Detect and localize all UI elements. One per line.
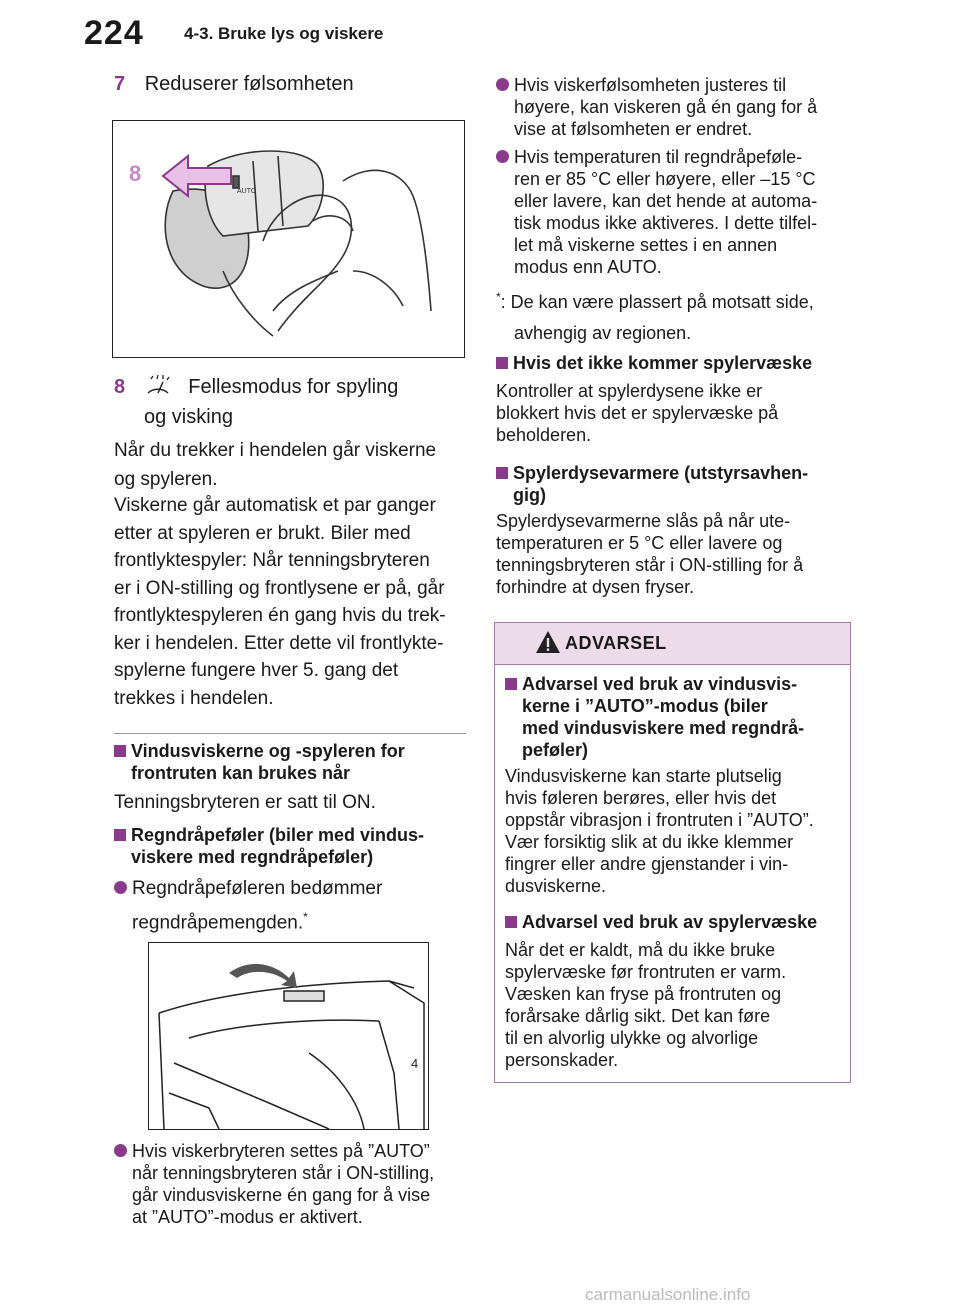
p2-line: frontlyktespyleren én gang hvis du trek-: [114, 605, 446, 626]
heading-no-washer-fluid: Hvis det ikke kommer spylervæske: [496, 352, 812, 374]
heading-marker: [505, 916, 517, 928]
figure-callout-8: 8: [129, 161, 142, 186]
p2-line: etter at spyleren er brukt. Biler med: [114, 522, 411, 544]
divider: [114, 733, 466, 734]
wash-wipe-icon: [145, 374, 171, 396]
warning-heading-auto: Advarsel ved bruk av vindusvis- kerne i ”AUTO”-modus (biler med vindusviskere med regndrå- peføler): [505, 673, 804, 761]
bullet-sensitivity: Hvis viskerfølsomheten justeres til høyere, kan viskeren gå én gang for å vise at følsomheten er endret.: [496, 74, 817, 140]
item-8: [114, 372, 398, 402]
car-windshield-illustration: [149, 943, 428, 1129]
footnote: *: De kan være plassert på motsatt side, avhengig av regionen.: [496, 290, 814, 343]
item-7: [114, 70, 354, 99]
bullet-dot: [114, 881, 127, 894]
item-8-number: 8: [114, 376, 126, 398]
paragraph-3: Tenningsbryteren er satt til ON.: [114, 792, 376, 813]
figure-auto-marking: AUTO: [237, 188, 257, 195]
p1-line: Når du trekker i hendelen går viskerne: [114, 440, 437, 461]
paragraph-1: [114, 436, 436, 494]
figure-mark: 4: [411, 1056, 419, 1071]
p2-line: spylerne fungere hver 5. gang det: [114, 660, 399, 681]
paragraph-2: [114, 492, 446, 712]
rain-sensor-figure: [148, 942, 429, 1130]
bullet-auto-switch: Hvis viskerbryteren settes på ”AUTO” når tenningsbryteren står i ON-stilling, går vindusviskerne én gang for å vise at ”AUTO”-modus er aktivert.: [114, 1140, 434, 1228]
wiper-lever-illustration: [113, 121, 464, 357]
bullet-dot: [496, 78, 509, 91]
p2-line: Viskerne går automatisk et par ganger: [114, 495, 436, 516]
item-8-text-line1: Fellesmodus for spyling: [188, 376, 399, 398]
p1-line: og spyleren.: [114, 469, 218, 490]
item-7-text: Reduserer følsomheten: [144, 73, 354, 95]
wiper-lever-figure: [112, 120, 465, 358]
heading-marker: [114, 745, 126, 757]
warning-paragraph-2: Når det er kaldt, må du ikke bruke spylervæske før frontruten er varm. Væsken kan fryse på frontruten og forårsake dårlig sikt. Det kan føre til en alvorlig ulykke og alvorlige personskader.: [505, 940, 787, 1070]
p2-line: trekkes i hendelen.: [114, 687, 274, 709]
p2-line: frontlyktespyler: Når tenningsbryteren: [114, 550, 430, 571]
heading-marker: [496, 357, 508, 369]
paragraph-5: Spylerdysevarmerne slås på når ute- temperaturen er 5 °C eller lavere og tenningsbryteren står i ON-stilling for å forhindre at dysen fryser.: [496, 511, 804, 597]
section-title: 4-3. Bruke lys og viskere: [184, 24, 384, 43]
heading-marker: [114, 829, 126, 841]
item-7-number: 7: [114, 73, 126, 95]
page-number: 224: [84, 14, 144, 52]
bullet-temperature: Hvis temperaturen til regndråpeføle- ren er 85 °C eller høyere, eller –15 °C eller lavere, kan det hende at automa- tisk modus ikke aktiveres. I dette tilfel- let må viskerne settes i en annen modus enn AUTO.: [496, 146, 817, 278]
p2-line: er i ON-stilling og frontlysene er på, går: [114, 577, 445, 599]
heading-marker: [496, 467, 508, 479]
warning-box: [494, 622, 851, 1083]
bullet-dot: [114, 1144, 127, 1157]
bullet-rain-sensor: Regndråpeføleren bedømmer regndråpemengden.*: [114, 874, 382, 937]
warning-triangle-icon: [535, 629, 561, 660]
heading-marker: [505, 678, 517, 690]
heading-wipers-usable: Vindusviskerne og -spyleren for frontruten kan brukes når: [114, 740, 405, 784]
watermark: carmanualsonline.info: [585, 1285, 751, 1304]
p2-line: ker i hendelen. Etter dette vil frontlykte-: [114, 632, 444, 654]
bullet-dot: [496, 150, 509, 163]
warning-header: [495, 623, 850, 665]
warning-paragraph-1: Vindusviskerne kan starte plutselig hvis føleren berøres, eller hvis det oppstår vibrasjon i frontruten i ”AUTO”. Vær forsiktig slik at du ikke klemmer fingrer eller andre gjenstander i vin- dusviskerne.: [505, 766, 814, 896]
warning-heading-fluid: Advarsel ved bruk av spylervæske: [505, 911, 817, 933]
paragraph-4: Kontroller at spylerdysene ikke er blokkert hvis det er spylervæske på beholderen.: [496, 381, 779, 445]
heading-nozzle-heaters: Spylerdysevarmere (utstyrsavhen- gig): [496, 462, 808, 506]
warning-title: ADVARSEL: [565, 633, 667, 653]
item-8-text-line2: og visking: [144, 406, 233, 428]
heading-rain-sensor: Regndråpeføler (biler med vindus- viskere med regndråpeføler): [114, 824, 424, 868]
